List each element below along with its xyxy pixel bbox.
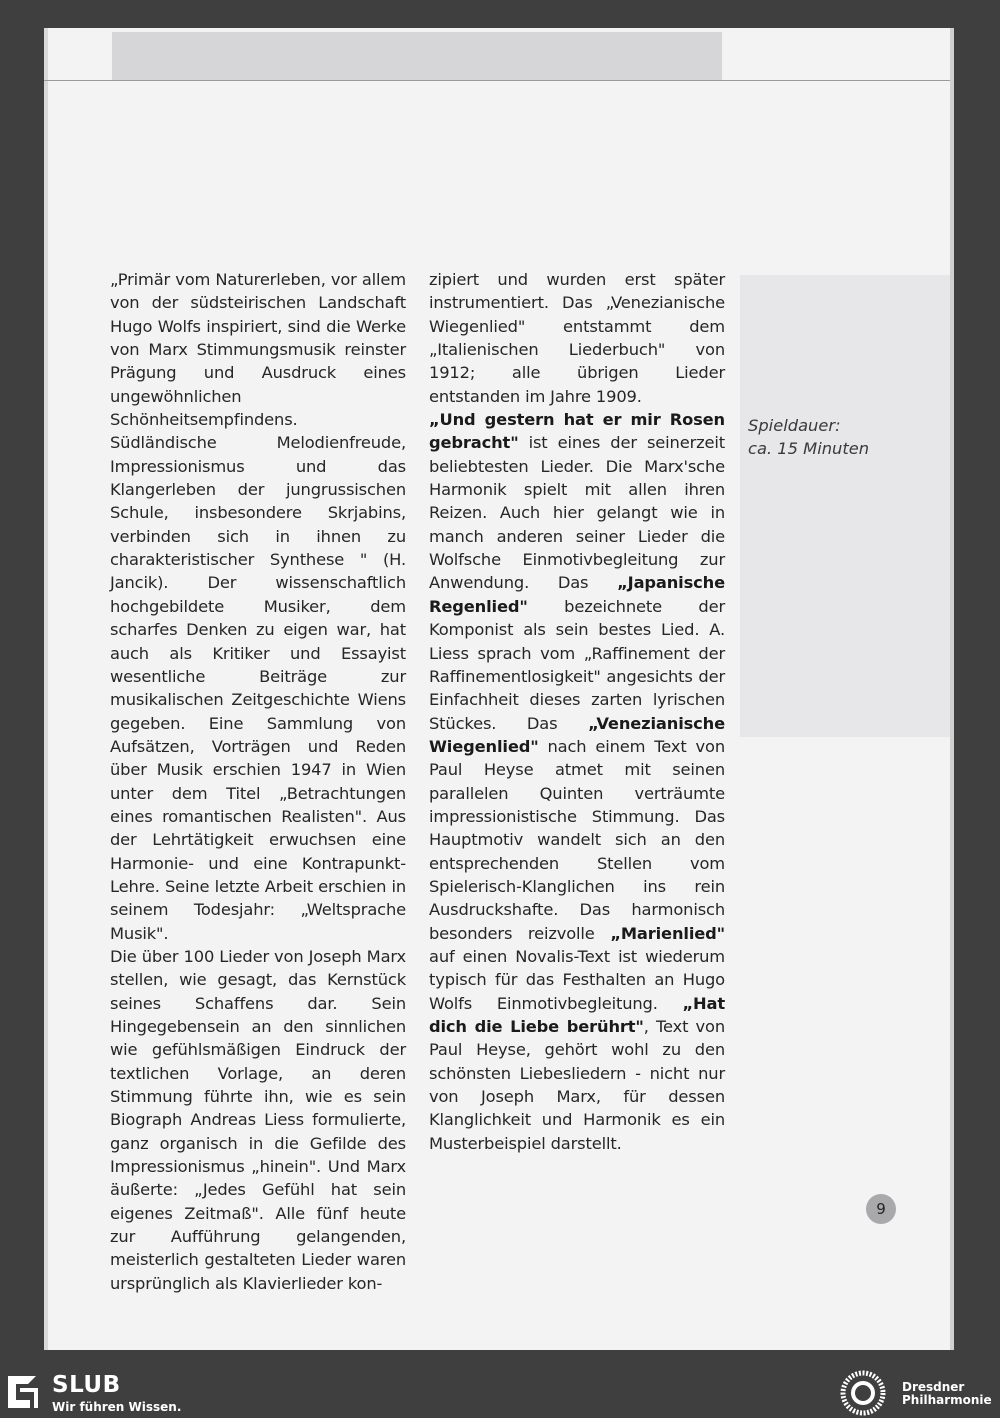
page-left-edge bbox=[44, 28, 48, 1350]
paragraph-songs bbox=[429, 268, 725, 1155]
song-title-regenlied: „Japanische Regenlied" bbox=[429, 573, 725, 616]
header-rule bbox=[44, 80, 954, 81]
text-column-left bbox=[110, 268, 406, 1295]
partner-name bbox=[902, 1381, 992, 1407]
songs-intro: zipiert und wurden erst später instrumentiert. Das „Venezianische Wiegenlied" entstammt dem „Italienischen Liederbuch" von 1912; alle übrigen Lieder entstanden im Jahre 1909. bbox=[429, 270, 725, 406]
partner-line-2: Philharmonie bbox=[902, 1393, 992, 1407]
duration-label: Spieldauer: bbox=[748, 416, 841, 435]
duration-note bbox=[748, 414, 938, 460]
library-name: SLUB bbox=[52, 1372, 121, 1398]
page-number: 9 bbox=[866, 1194, 896, 1224]
slub-logo-icon bbox=[6, 1374, 40, 1410]
song-text-liebe: , Text von Paul Heyse, gehört wohl zu den schönsten Liebesliedern - nicht nur von Joseph Marx, für dessen Klanglichkeit und Harmonik es ein Musterbeispiel darstellt. bbox=[429, 1017, 725, 1153]
sidebar-panel bbox=[740, 275, 954, 737]
song-title-liebe: „Hat dich die Liebe berührt" bbox=[429, 993, 725, 1036]
song-text-rosen: ist eines der seinerzeit beliebtesten Lieder. Die Marx'sche Harmonik spielt mit allen ihren Reizen. Auch hier gelangt wie in manch anderen seiner Lieder die Wolfsche Einmotivbegleitung zur Anwendung. Das bbox=[429, 433, 725, 593]
song-text-regenlied: bezeichnete der Komponist als sein bestes Lied. A. Liess sprach vom „Raffinement der Raffinementlosigkeit" angesichts der Einfachheit dieses zarten lyrischen Stückes. Das bbox=[429, 596, 725, 733]
partner-line-1: Dresdner bbox=[902, 1380, 965, 1394]
page-right-edge bbox=[950, 28, 954, 1350]
paragraph-intro-quote: „Primär vom Naturerleben, vor allem von der südsteirischen Landschaft Hugo Wolfs inspiriert, sind die Werke von Marx Stimmungsmusik reinster Prägung und Ausdruck eines ungewöhnlichen Schönheitsempfindens. Südländische Melodienfreude, Impressionismus und das Klangerleben der jungrussischen Schule, insbesondere Skrjabins, verbinden sich in ihnen zu charakteristischer Synthese " (H. Jancik). Der wissenschaftlich hochgebildete Musiker, dem scharfes Denken zu eigen war, hat auch als Kritiker und Essayist wesentliche Beiträge zur musikalischen Zeitgeschichte Wiens gegeben. Eine Sammlung von Aufsätzen, Vorträgen und Reden über Musik erschien 1947 in Wien unter dem Titel „Betrachtungen eines romantischen Realisten". Aus der Lehrtätigkeit erwuchsen eine Harmonie- und eine Kontrapunkt-Lehre. Seine letzte Arbeit erschien in seinem Todesjahr: „Weltsprache Musik". bbox=[110, 270, 406, 943]
song-title-rosen: „Und gestern hat er mir Rosen gebracht" bbox=[429, 410, 725, 453]
viewer-footer bbox=[0, 1368, 1000, 1418]
song-title-marienlied: „Marienlied" bbox=[610, 923, 725, 943]
song-text-wiegenlied: nach einem Text von Paul Heyse atmet mit seinen parallelen Quinten verträumte impressionistische Stimmung. Das Hauptmotiv wandelt sich an den entsprechenden Stellen vom Spielerisch-Klanglichen ins rein Ausdruckshafte. Das harmonisch besonders reizvolle bbox=[429, 736, 725, 943]
philharmonie-logo-icon bbox=[840, 1370, 886, 1416]
song-title-wiegenlied: „Venezianische Wiegenlied" bbox=[429, 713, 725, 756]
paragraph-lieder: Die über 100 Lieder von Joseph Marx stellen, wie gesagt, das Kernstück seines Schaffens dar. Sein Hingegebensein an den sinnlichen wie gefühlsmäßigen Eindruck der textlichen Vorlage, an deren Stimmung führte ihn, wie es sein Biograph Andreas Liess formulierte, ganz organisch in die Gefilde des Impressionismus „hinein". Und Marx äußerte: „Jedes Gefühl hat sein eigenes Zeitmaß". Alle fünf heute zur Aufführung gelangenden, meisterlich gestalteten Lieder waren ursprünglich als Klavierlieder kon- bbox=[110, 946, 406, 1293]
text-column-right bbox=[429, 268, 725, 1155]
header-band bbox=[112, 32, 722, 80]
duration-value: ca. 15 Minuten bbox=[748, 439, 870, 458]
song-text-marienlied: auf einen Novalis-Text ist wiederum typisch für das Festhalten an Hugo Wolfs Einmotivbegleitung. bbox=[429, 946, 725, 1013]
library-tagline: Wir führen Wissen. bbox=[52, 1400, 182, 1414]
